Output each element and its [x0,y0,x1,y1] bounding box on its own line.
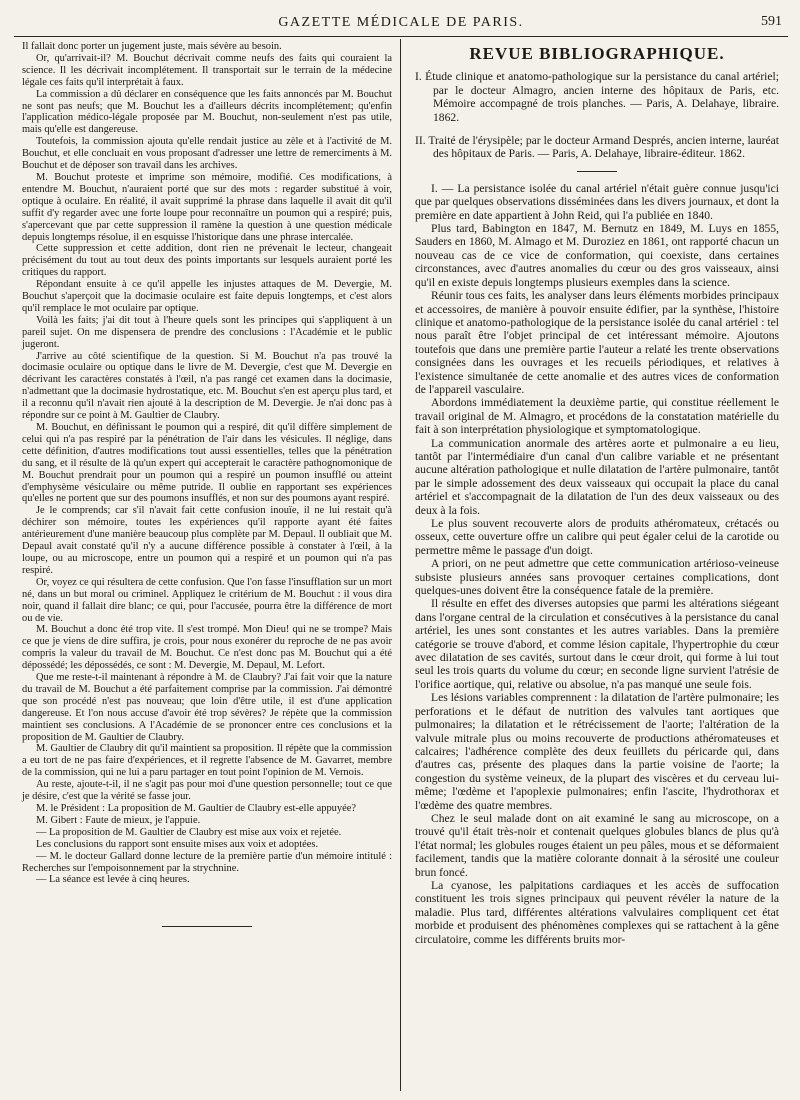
two-column-body [14,37,788,1097]
right-column [401,37,787,1097]
bibliography-rule [577,171,617,172]
right-paragraph: Abordons immédiatement la deuxième partie, qui constitue réellement le travail original de M. Almagro, et procédons de la constatation matérielle du fait à son interprétation physiologique et symptomatologique. [415,396,779,437]
right-paragraph: Chez le seul malade dont on ait examiné le sang au microscope, on a trouvé qu'il était très-noir et contenait quelques globules blancs de plus qu'à l'état normal; les globules rouges étaient un peu pâles, mous et se déformaient facilement, tandis que la matière colorante donnait à la sérosité une couleur brun foncé. [415,811,779,879]
left-paragraph: Or, qu'arrivait-il? M. Bouchut décrivait comme neufs des faits qui couraient la science. Il les décrivait incomplétement. Il transportait sur le terrain de la médecine légale ces faits qu'il interprétait à faux. [22,52,392,88]
left-paragraph: Je le comprends; car s'il n'avait fait cette confusion inouïe, il ne lui restait qu'à déchirer son mémoire, toutes les expériences qu'il rapporte ayant été faites antérieurement d'une manière beaucoup plus complète par M. Depaul. Il oubliait que M. Depaul avait constaté qu'il n'y a aucune différence possible à constater à l'œil, à la loupe, ou au microscope, entre un poumon qui a respiré et un poumon qui n'a pas respiré. [22,505,392,576]
right-paragraph: Il résulte en effet des diverses autopsies que parmi les altérations siégeant dans l'organe central de la circulation et consécutives à la persistance du canal artériel, les unes sont constantes et les autres variables. Dans la première catégorie se trouve d'abord, et comme lésion capitale, l'hypertrophie du cœur avec dilatation de ses cavités, surtout dans le cœur droit, qui forme à lui tout seul les trois quarts du volume du cœur; en seconde ligne survient l'atrésie de l'orifice aortique, qui, relative ou absolue, n'a pas manqué une seule fois. [415,597,779,691]
journal-title: GAZETTE MÉDICALE DE PARIS. [278,15,524,30]
left-paragraph: J'arrive au côté scientifique de la question. Si M. Bouchut n'a pas trouvé la docimasie oculaire ou optique dans le livre de M. Devergie, c'est que M. Devergie en décrivant les caractères constatés à l'œil, n'a pas rangé cet examen dans la docimasie, n'admettant que la docimasie hydrostatique, etc. M. Bouchut s'en est aperçu plus tard, et il a reconnu qu'il n'avait rien ajouté à la description de M. Devergie. Je n'ai donc pas à répondre sur ce point à M. Gaultier de Claubry. [22,350,392,422]
left-paragraph: — La séance est levée à cinq heures. [36,874,190,886]
left-paragraph: Les conclusions du rapport sont ensuite mises aux voix et adoptées. [36,838,319,850]
left-paragraph: M. Gibert : Faute de mieux, je l'appuie. [36,814,201,826]
section-title: REVUE BIBLIOGRAPHIQUE. [469,44,725,63]
left-paragraph: Cette suppression et cette addition, dont rien ne prévenait le lecteur, changeait précisément du tout au tout deux des points importants sur lesquels auraient porté les critiques du rapport. [22,243,392,279]
right-paragraph: Le plus souvent recouverte alors de produits athéromateux, crétacés ou osseux, cette ouverture offre un calibre qui peut égaler celui de la carotide ou permettre même le passage d'un doigt. [415,517,779,557]
bibliography-entry: II. Traité de l'érysipèle; par le docteur Armand Després, ancien interne, lauréat des hôpitaux de Paris. — Paris, A. Delahaye, libraire-éditeur. 1862. [415,134,779,161]
right-paragraph: Plus tard, Babington en 1847, M. Bernutz en 1849, M. Luys en 1855, Sauders en 1860, M. Almago et M. Duroziez en 1861, ont rapporté chacun un nouveau cas de ce vice de conformation, qui coexiste, dans certaines circonstances, avec d'autres anomalies du cœur ou des gros vaisseaux, ainsi qu'il en existe depuis longtemps plusieurs exemples dans la science. [415,222,779,289]
left-paragraph: Répondant ensuite à ce qu'il appelle les injustes attaques de M. Devergie, M. Bouchut s'aperçoit que la docimasie oculaire est faite depuis longtemps, et c'est alors qu'il remplace le mot oculaire par optique. [22,279,392,314]
left-paragraph: Que me reste-t-il maintenant à répondre à M. de Claubry? J'ai fait voir que la nature du travail de M. Bouchut a été parfaitement comprise par la commission. J'ai démontré que son procédé n'est pas nouveau; que loin d'être utile, il est d'une application dangereuse. Et l'on nous accuse d'avoir été trop sévères? Je répète que la commission maintient ses conclusions. A l'Académie de se prononcer entre ces conclusions et la proposition de M. Gaultier de Claubry. [22,672,392,743]
right-paragraph: I. — La persistance isolée du canal artériel n'était guère connue jusqu'ici que par quelques observations disséminées dans les divers journaux, et dont la première en date appartient à John Reid, qui l'a publiée en 1840. [415,181,779,222]
page-number: 591 [761,14,782,29]
left-paragraph: La commission a dû déclarer en conséquence que les faits annoncés par M. Bouchut ne sont pas neufs; que M. Bouchut les a d'ailleurs décrits incomplétement; qu'enfin l'application médico-légale proposée par M. Bouchut, non-seulement n'est pas utile, mais qu'elle est dangereuse. [22,88,392,136]
right-paragraph: Réunir tous ces faits, les analyser dans leurs éléments morbides principaux et accessoires, de manière à pouvoir ensuite édifier, par la synthèse, l'histoire clinique et anatomo-pathologique de la persistance isolée du canal artériel : tel nous paraît être l'objet principal de cet intéressant mémoire. Ajoutons toutefois que dans une première partie l'auteur a relaté les trente observations consignées dans les ouvrages et les recueils périodiques, et relatives à l'existence simultanée de cette anomalie et des autres vices de conformation de l'appareil vasculaire. [415,289,779,396]
left-column [14,37,400,1097]
left-paragraph: Il fallait donc porter un jugement juste, mais sévère au besoin. [22,41,282,52]
left-paragraph: M. Bouchut, en définissant le poumon qui a respiré, dit qu'il diffère simplement de celui qui n'a pas respiré par la pénétration de l'air dans les vésicules. Il néglige, dans cette définition, d'autres modifications tout aussi essentielles, telles que la pénétration du sang, et il résulte de là qu'un expert qui accepterait le caractère pathognomonique de M. Bouchut prendrait pour un poumon qui a respiré un poumon insufflé ou atteint d'emphysème vésiculaire ou même putride. Il oublie en rapportant ses expériences qu'elles ne portent que sur des poumons insufflés, et non sur des poumons ayant respiré. [22,422,392,505]
right-paragraph: La communication anormale des artères aorte et pulmonaire a eu lieu, tantôt par l'intermédiaire d'un canal d'un calibre variable et ne présentant aucune altération pathologique et nulle dilatation de l'artère pulmonaire, tantôt par le simple adossement des deux vaisseaux qui occupait la place du canal artériel et s'accompagnait de la dilatation de l'un des deux vaisseaux ou des deux à la fois. [415,436,779,517]
right-paragraph: Les lésions variables comprennent : la dilatation de l'artère pulmonaire; les perforations et le défaut de nutrition des valvules tant aortiques que pulmonaires; la dilatation et le rétrécissement de l'aorte; l'altération de la valvule mitrale plus ou moins recouverte de productions athéromateuses et calcaires; l'adhérence complète des deux feuillets du péricarde qui, dans d'autres cas, présente des plaques dans la partie voisine de l'aorte; la congestion du système veineux, de la plupart des viscères et du cerveau lui-même; l'œdème et l'apoplexie pulmonaires; enfin l'ascite, l'hydrothorax et l'œdème des quatre membres. [415,691,779,812]
bibliography-entry: I. Étude clinique et anatomo-pathologique sur la persistance du canal artériel; par le docteur Almagro, ancien interne des hôpitaux de Paris, etc. Mémoire accompagné de trois planches. — Paris, A. Delahaye, libraire. 1862. [415,70,779,124]
page-header [14,10,788,37]
left-paragraph: — M. le docteur Gallard donne lecture de la première partie d'un mémoire intitulé : Recherches sur l'empoisonnement par la strychnine. [22,850,392,874]
left-paragraph: M. Bouchut proteste et imprime son mémoire, modifié. Ces modifications, à entendre M. Bouchut, n'auraient porté que sur des mots : regarder substitué à voir, optique à oculaire. En réalité, il avait supprimé la phrase dans laquelle il avait dit qu'il suffit d'y regarder avec une forte loupe pour reconnaître un poumon qui a respiré; puis, s'apercevant que par cette suppression il ramène la question à une question médicale depuis longtemps résolue, il en esquisse l'historique dans une phrase intercalée. [22,171,392,243]
left-paragraph: Or, voyez ce qui résultera de cette confusion. Que l'on fasse l'insufflation sur un mort né, dans un but moral ou criminel. Appliquez le critérium de M. Bouchut : il vous dira noir, quand il fallait dire blanc; ce qui, pour l'accusée, pourra être la différence de mort ou de vie. [22,576,392,624]
left-paragraph: Toutefois, la commission ajouta qu'elle rendait justice au zèle et à l'activité de M. Bouchut, et elle concluait en vous proposant d'adresser une lettre de remerciments à M. Bouchut et de déposer son travail dans les archives. [22,136,392,172]
left-paragraph: M. Bouchut a donc été trop vite. Il s'est trompé. Mon Dieu! qui ne se trompe? Mais ce que je viens de dire suffira, je crois, pour nous exonérer du reproche de ne pas avoir compris la valeur du travail de M. Bouchut. Ce n'est donc pas M. Bouchut qui a été dépossédé; les dépossédés, ce sont : M. Devergie, M. Depaul, M. Lefort. [22,624,392,672]
left-paragraph: Voilà les faits; j'ai dit tout à l'heure quels sont les principes qui s'appliquent à un pareil sujet. On me dispensera de prendre des conclusions : l'Académie et le public jugeront. [22,314,392,350]
right-paragraph: A priori, on ne peut admettre que cette communication artérioso-veineuse subsiste plusieurs années sans provoquer certaines complications, dont quelques-unes doivent être la conséquence fatale de la première. [415,557,779,598]
right-paragraph: La cyanose, les palpitations cardiaques et les accès de suffocation constituent les trois signes principaux qui peuvent révéler la nature de la maladie. Plus tard, différentes altérations valvulaires compliquent cet état morbide et produisent des phénomènes complexes qui se rattachent à la gêne circulatoire, comme les différents bruits mor- [415,878,779,946]
end-of-section-rule [162,926,252,927]
left-paragraph: Au reste, ajoute-t-il, il ne s'agit pas pour moi d'une question personnelle; tout ce que je désire, c'est que la vérité se fasse jour. [22,779,392,803]
left-paragraph: — La proposition de M. Gaultier de Claubry est mise aux voix et rejetée. [36,826,342,838]
left-paragraph: M. Gaultier de Claubry dit qu'il maintient sa proposition. Il répète que la commission a eu tort de ne pas faire d'expériences, et il regrette l'absence de M. Gavarret, membre de la commission, qui ne lui a paru partager en tout point l'opinion de M. Vernois. [22,743,392,779]
left-paragraph: M. le Président : La proposition de M. Gaultier de Claubry est-elle appuyée? [36,803,356,814]
